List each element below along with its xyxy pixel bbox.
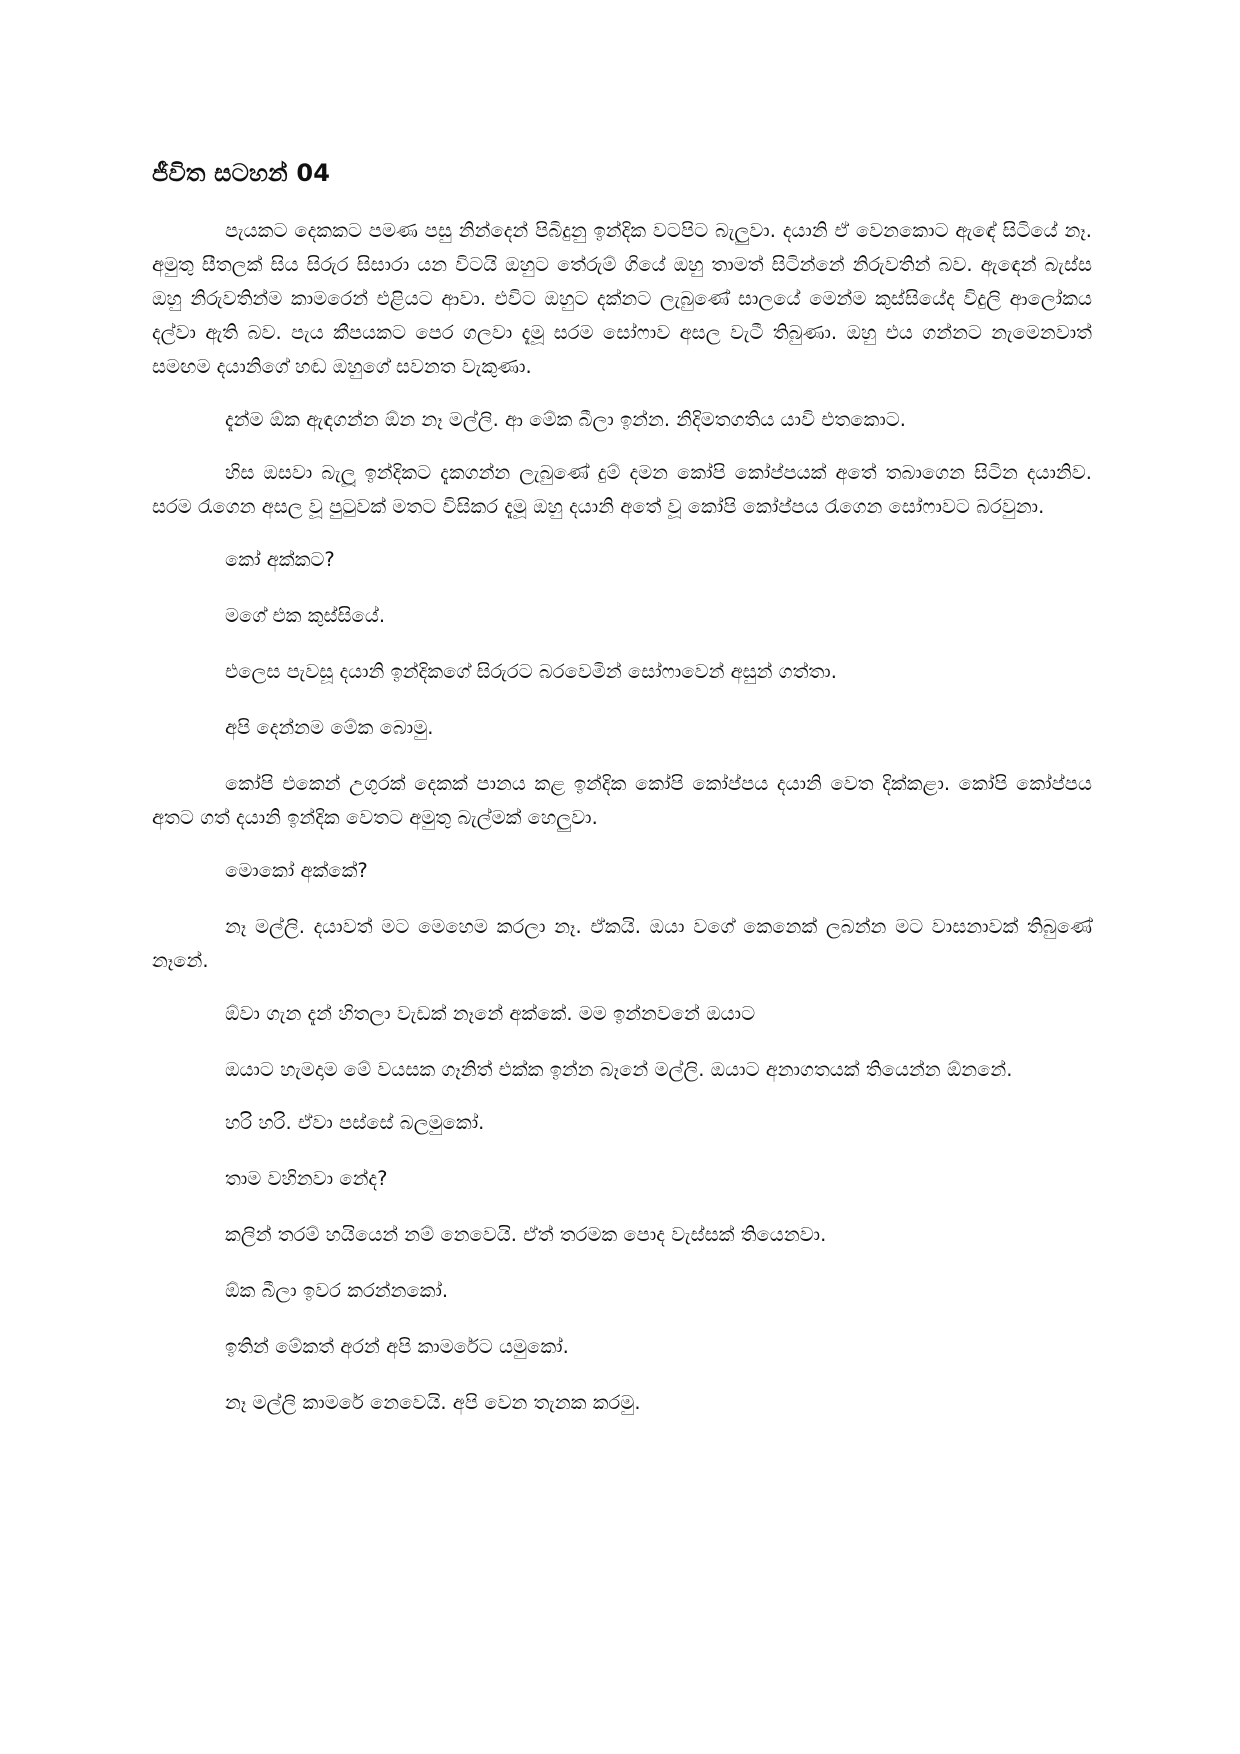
document-title: ජීවිත සටහන් 04 [152, 159, 331, 187]
paragraph: හිස ඔසවා බැලූ ඉන්දිකට දැකගන්න ලැබුණේ දුම් දමන කෝපි කෝප්පයක් අතේ තබාගෙන සිටින දයානිව. සරම රැගෙන අසල වූ පුටුවක් මතට විසිකර දැමූ ඔහු දයානි අතේ වූ කෝපි කෝප්පය රැගෙන සෝෆාවට බරවුනා. [152, 461, 1092, 518]
paragraph: එලෙස පැවසූ දයානි ඉන්දිකගේ සිරුරට බරවෙමින් සෝෆාවෙන් අසුන් ගත්තා. [225, 660, 837, 683]
paragraph: කලින් තරම් හයියෙන් නම් නෙවෙයි. ඒත් තරමක පොද වැස්සක් තියෙනවා. [225, 1223, 827, 1246]
paragraph: කෝපි එකෙන් උගුරක් දෙකක් පානය කළ ඉන්දික කෝපි කෝප්පය දයානි වෙත දික්කළා. කෝපි කෝප්පය අතට ගත් දයානි ඉන්දික වෙතට අමුතු බැල්මක් හෙලුවා. [152, 772, 1092, 829]
paragraph: දැන්ම ඕක ඇඳගන්න ඕන නෑ මල්ලි. ආ මේක බීලා ඉන්න. නිදිමතගතිය යාවි එතකොට. [225, 408, 907, 431]
paragraph: ඕවා ගැන දැන් හිතලා වැඩක් නෑනේ අක්කේ. මම ඉන්නවනේ ඔයාට [225, 1002, 756, 1025]
paragraph: නෑ මල්ලි. දයාවත් මට මෙහෙම කරලා නෑ. ඒකයි. ඔයා වගේ කෙනෙක් ලබන්න මට වාසනාවක් තිබුණේ නෑනේ. [152, 915, 1092, 972]
paragraph: ඉතින් මේකත් අරන් අපි කාමරේට යමුකෝ. [225, 1335, 569, 1358]
document-body [152, 214, 1092, 1442]
paragraph: පැයකට දෙකකට පමණ පසු නින්දෙන් පිබිදුනු ඉන්දික වටපිට බැලුවා. දයානි ඒ වෙනකොට ඇඳේ සිටියේ නෑ. අමුතු සීතලක් සිය සිරුර සිසාරා යන විටයි ඔහුට තේරුම් ගියේ ඔහු තාමත් සිටින්නේ නිරුවතින් බව. ඇඳෙන් බැස්ස ඔහු නිරුවතින්ම කාමරෙන් එළියට ආවා. එවිට ඔහුට දක්නට ලැබුණේ සාලයේ මෙන්ම කුස්සියේද විදුලි ආලෝකය දල්වා ඇති බව. පැය කීපයකට පෙර ගලවා දැමූ සරම සෝෆාව අසල වැටී තිබුණා. ඔහු එය ගන්නට නැමෙනවාත් සමඟම දයානිගේ හඬ ඔහුගේ සවනත වැකුණා. [152, 219, 1092, 378]
paragraph: ඕක බීලා ඉවර කරන්නකෝ. [225, 1279, 449, 1302]
paragraph: තාම වහිනවා නේද? [225, 1167, 388, 1190]
paragraph: හරි හරි. ඒවා පස්සේ බලමුකෝ. [225, 1111, 485, 1134]
paragraph: කෝ අක්කට? [225, 548, 335, 571]
paragraph: නෑ මල්ලි කාමරේ නෙවෙයි. අපි වෙන තැනක කරමු. [225, 1391, 641, 1414]
paragraph: මොකෝ අක්කේ? [225, 859, 368, 882]
paragraph: ඔයාට හැමදාම මේ වයසක ගෑනිත් එක්ක ඉන්න බෑනේ මල්ලි. ඔයාට අනාගතයක් තියෙන්න ඕනනේ. [225, 1058, 1013, 1081]
paragraph: අපි දෙන්නම මේක බොමු. [225, 716, 434, 739]
paragraph: මගේ එක කුස්සියේ. [225, 604, 386, 627]
